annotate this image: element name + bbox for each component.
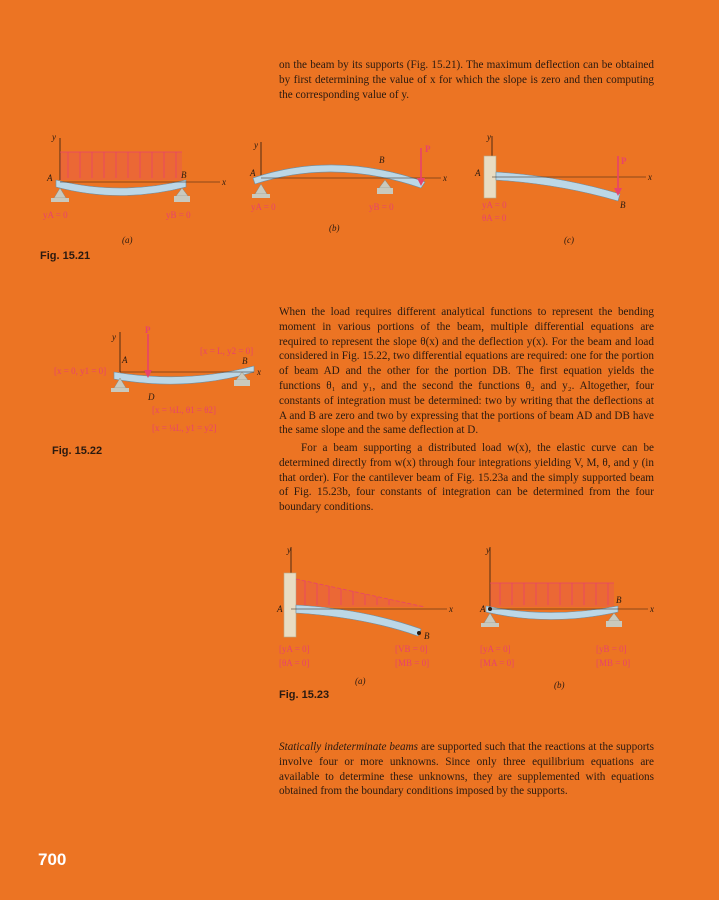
svg-text:B: B [242,356,248,366]
svg-text:[MA = 0]: [MA = 0] [480,658,515,668]
svg-text:y: y [486,545,490,555]
fig-15-22 [40,322,280,442]
beam [56,180,186,196]
svg-text:x: x [222,177,226,187]
emphasis-term: Statically indeterminate beams [279,741,419,753]
fig-15-23-caption: Fig. 15.23 [279,689,330,701]
distributed-load [490,583,614,607]
page-number: 700 [38,850,67,869]
svg-text:A: A [277,604,283,614]
fig-15-21b [245,130,455,250]
svg-text:B: B [620,200,626,210]
svg-text:y: y [112,332,116,342]
svg-text:[MB = 0]: [MB = 0] [596,658,631,668]
svg-text:A: A [47,173,53,183]
paragraph-1: on the beam by its supports (Fig. 15.21). The maximum deflection can be obtained by first determining the value of x for which the slope is zero and then computing the corresponding value of y. [279,59,654,101]
beam [253,165,425,188]
svg-text:[x = ¼L, y1 = y2]: [x = ¼L, y1 = y2] [152,423,217,433]
svg-text:yA = 0: yA = 0 [251,202,276,212]
beam [496,172,620,201]
svg-text:(a): (a) [122,235,133,245]
beam [114,366,254,384]
svg-text:(b): (b) [329,223,340,233]
svg-text:(a): (a) [355,676,366,686]
svg-text:P: P [621,156,627,166]
svg-text:x: x [257,367,261,377]
fig-15-23b [478,543,668,693]
svg-text:(c): (c) [564,235,574,245]
svg-text:yB = 0: yB = 0 [166,210,191,220]
svg-text:x: x [648,172,652,182]
svg-text:[x = L, y2 = 0]: [x = L, y2 = 0] [200,346,254,356]
fig-15-21c [470,130,670,250]
svg-text:[VB = 0]: [VB = 0] [395,644,428,654]
svg-text:P: P [425,144,431,154]
svg-text:[x = ¼L, θ1 = θ2]: [x = ¼L, θ1 = θ2] [152,405,217,415]
svg-text:yA = 0: yA = 0 [482,200,507,210]
svg-text:B: B [424,631,430,641]
svg-text:y: y [52,132,56,142]
paragraph-3: For a beam supporting a distributed load w(x), the elastic curve can be determined directly from w(x) through four integrations yielding V, M, θ, and y (in that order). For the cantilever beam of Fig. 15.23a and the simply supported beam of Fig. 15.23b, four constants of integration can be determined from the four boundary conditions. [279,442,654,514]
svg-text:[θA = 0]: [θA = 0] [279,658,310,668]
svg-text:[MB = 0]: [MB = 0] [395,658,430,668]
svg-text:P: P [145,325,151,335]
svg-text:A: A [122,355,128,365]
svg-text:y: y [487,132,491,142]
fig-15-21a [38,130,238,250]
svg-text:x: x [449,604,453,614]
svg-text:A: A [475,168,481,178]
svg-text:D: D [148,392,155,402]
svg-text:[x = 0, y1 = 0]: [x = 0, y1 = 0] [54,366,107,376]
svg-text:yA = 0: yA = 0 [43,210,68,220]
svg-text:B: B [181,170,187,180]
svg-text:yB = 0: yB = 0 [369,202,394,212]
paragraph-2: When the load requires different analytical functions to represent the bending moment in various portions of the beam, multiple differential equations are required to represent the slope θ(x) and the deflection y(x). For the beam and load considered in Fig. 15.22, two differential equations are required: one for the portion of beam AD and the other for the portion DB. The first equation yields the functions θ₁ and y₁, and the second the functions θ₂ and y₂. Altogether, four constants of integration must be determined: two by writing that the deflections at A and B are zero and two by expressing that the portions of beam AD and DB have the same slope and the same deflection at D. [279,306,654,437]
svg-text:θA = 0: θA = 0 [482,213,507,223]
svg-text:A: A [480,604,486,614]
svg-text:[yA = 0]: [yA = 0] [279,644,310,654]
paragraph-4-rest: are supported such that the reactions at the supports involve four or more unknowns. Since only three equilibrium equations are available to determine these unknowns, they are supplemented with equations obtained from the boundary conditions imposed by the supports. [279,741,654,798]
svg-text:B: B [616,595,622,605]
fig-15-22-caption: Fig. 15.22 [52,445,103,457]
svg-text:y: y [287,545,291,555]
svg-text:[yA = 0]: [yA = 0] [480,644,511,654]
svg-text:A: A [250,168,256,178]
fig-15-21-caption: Fig. 15.21 [40,250,91,262]
svg-text:(b): (b) [554,680,565,690]
svg-text:y: y [254,140,258,150]
svg-text:x: x [443,173,447,183]
svg-text:x: x [650,604,654,614]
fig-15-23a [275,543,465,693]
beam [296,605,421,636]
svg-text:B: B [379,155,385,165]
fixed-wall [284,573,296,637]
paragraph-4 [279,740,654,799]
beam [486,606,618,620]
svg-text:[yB = 0]: [yB = 0] [596,644,627,654]
